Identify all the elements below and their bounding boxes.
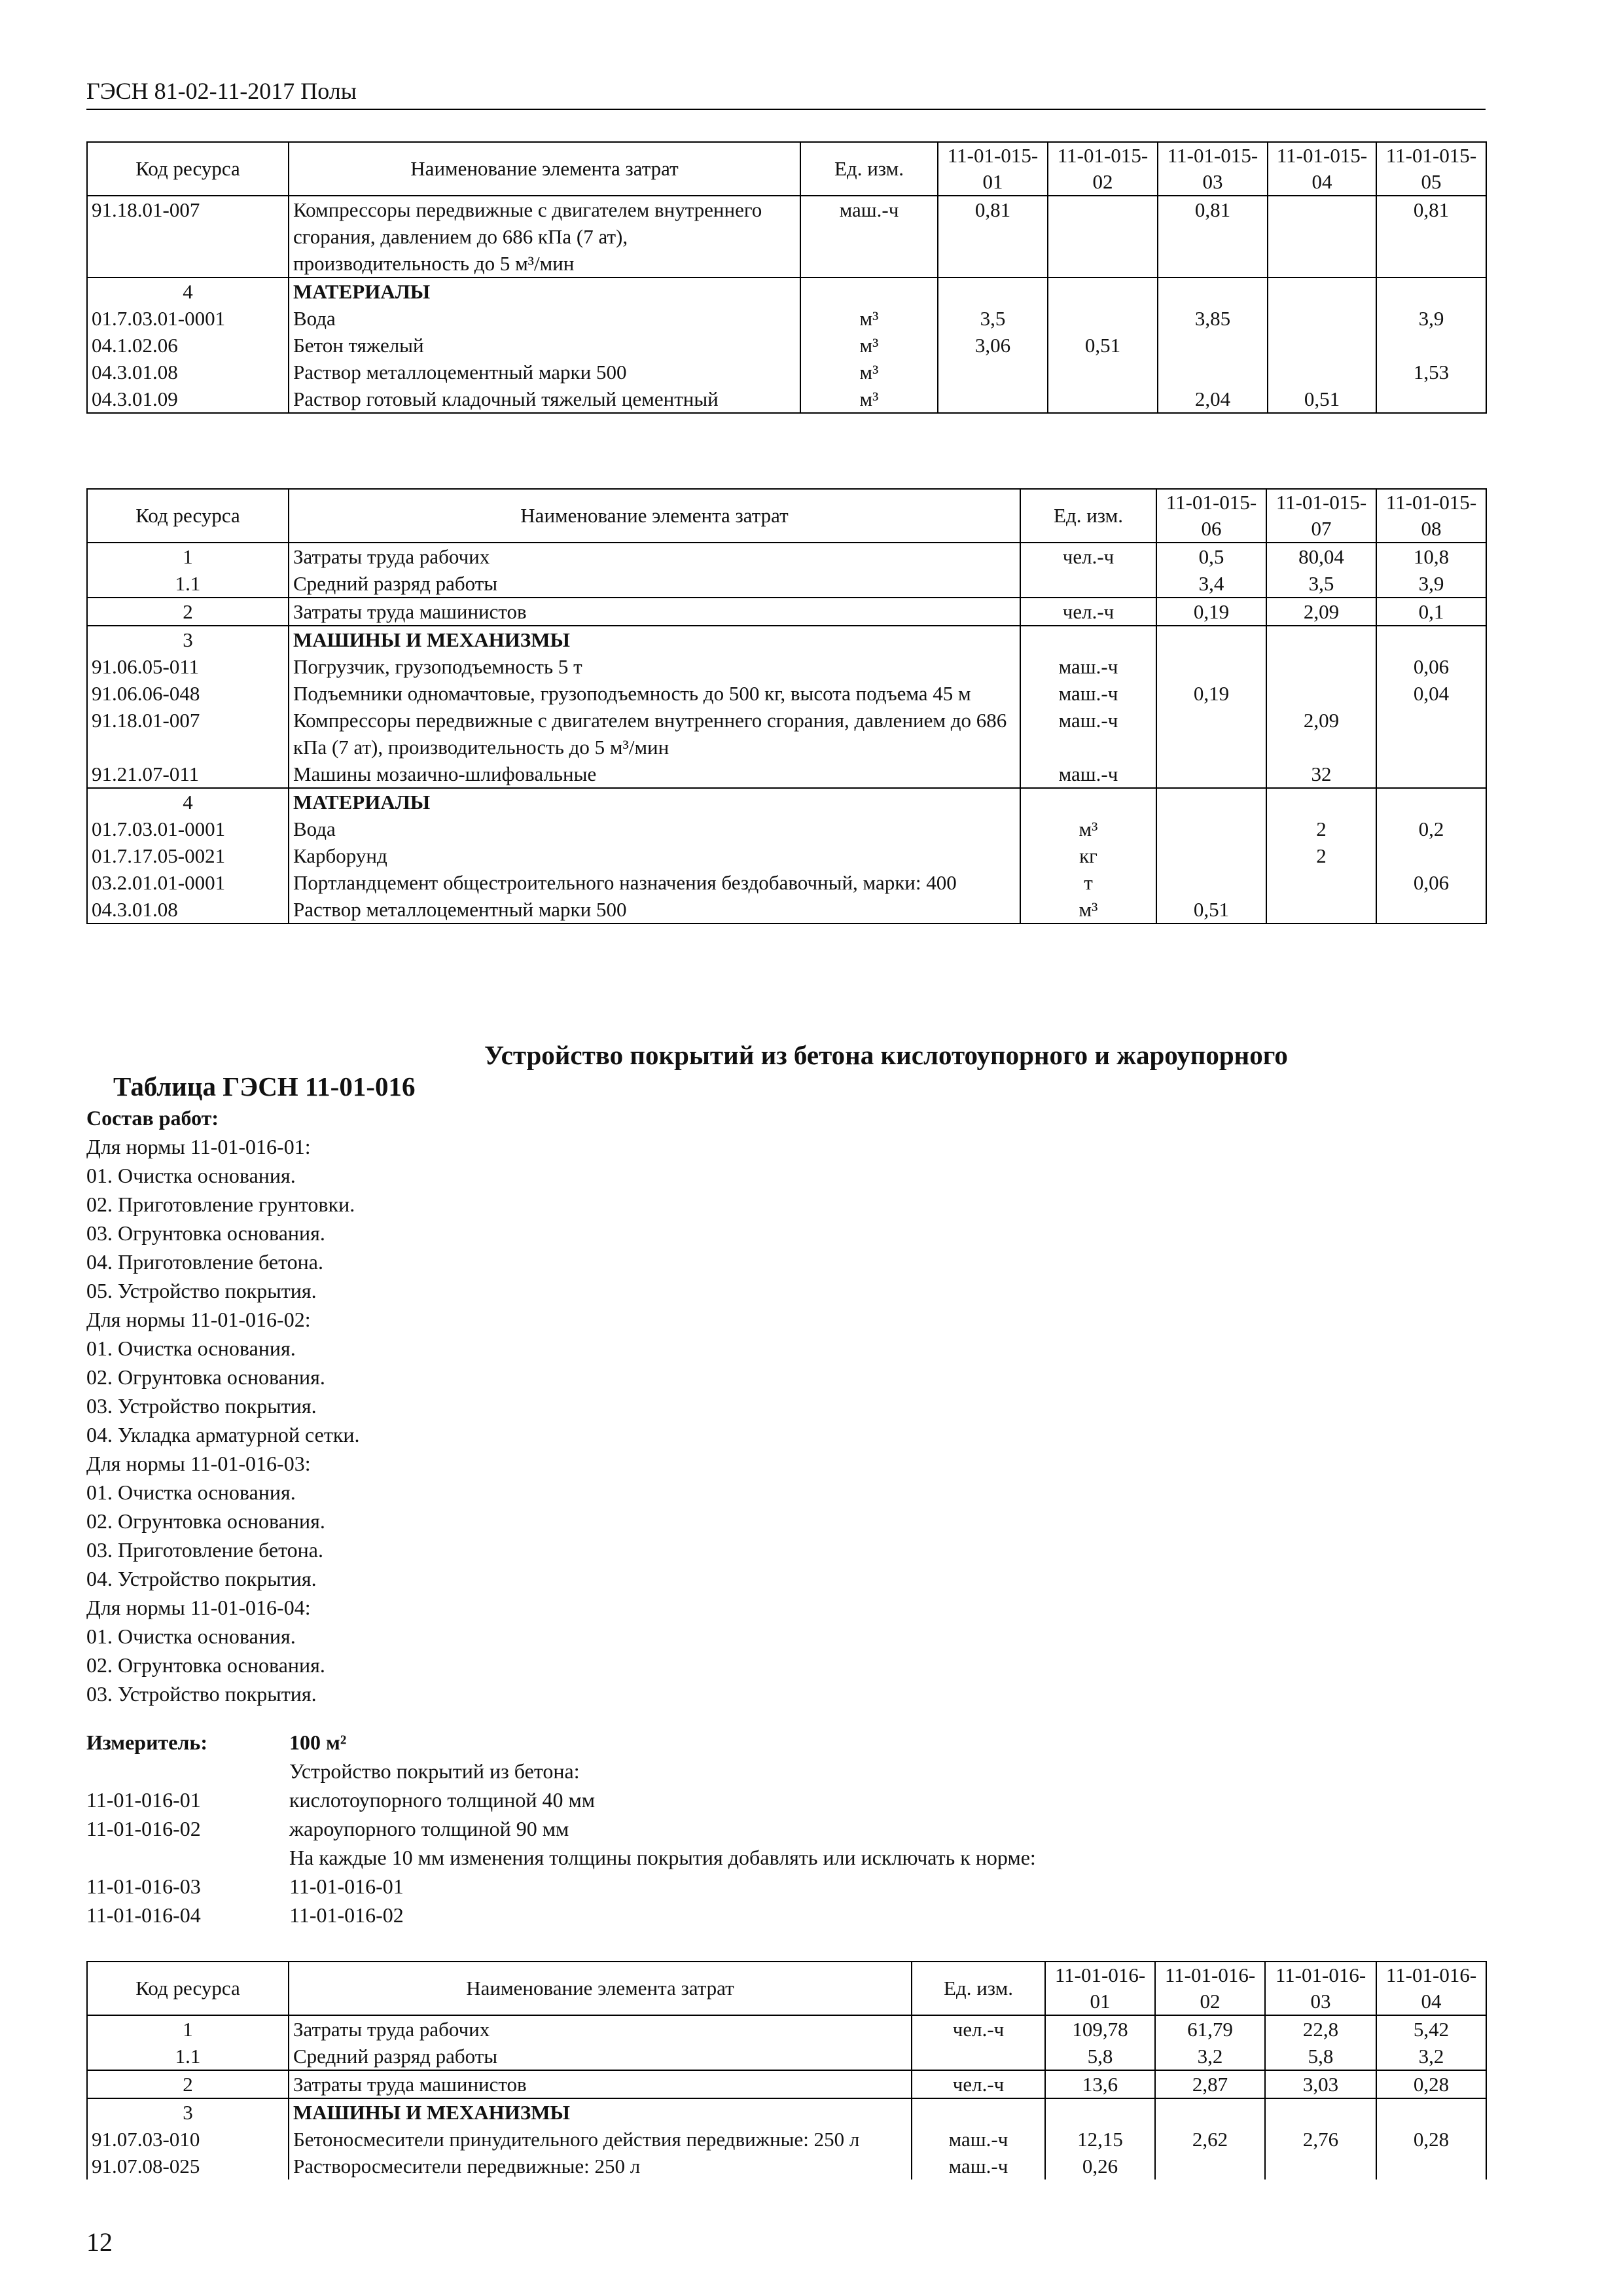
- cell-name: МАТЕРИАЛЫ: [289, 788, 1020, 816]
- cell-value: [1265, 2153, 1376, 2179]
- cell-value: 61,79: [1155, 2015, 1265, 2043]
- cell-value: [938, 386, 1048, 413]
- cell-value: [1376, 2153, 1486, 2179]
- cell-unit: маш.-ч: [912, 2126, 1045, 2153]
- cell-unit: м³: [800, 359, 938, 386]
- cell-unit: м³: [1020, 816, 1156, 842]
- cell-value: [1156, 869, 1266, 896]
- cell-value: 80,04: [1266, 543, 1376, 570]
- works-line: 03. Огрунтовка основания.: [86, 1221, 325, 1245]
- col-header: Ед. изм.: [912, 1962, 1045, 2015]
- cell-value: [938, 359, 1048, 386]
- cell-unit: маш.-ч: [1020, 653, 1156, 680]
- cell-name: Раствор металлоцементный марки 500: [289, 359, 800, 386]
- works-line: 01. Очистка основания.: [86, 1624, 296, 1648]
- cell-value: 0,06: [1376, 653, 1486, 680]
- cell-value: 0,5: [1156, 543, 1266, 570]
- cell-unit: т: [1020, 869, 1156, 896]
- cell-value: 0,1: [1376, 598, 1486, 626]
- cell-code: 3: [87, 626, 289, 653]
- cell-unit: чел.-ч: [912, 2015, 1045, 2043]
- col-header: Ед. изм.: [800, 142, 938, 196]
- col-header: 11-01-015-04: [1268, 142, 1376, 196]
- cell-value: 0,28: [1376, 2126, 1486, 2153]
- cell-code: 01.7.03.01-0001: [87, 816, 289, 842]
- cell-value: [1376, 761, 1486, 788]
- works-line: 01. Очистка основания.: [86, 1336, 296, 1360]
- cell-name: Бетоносмесители принудительного действия передвижные: 250 л: [289, 2126, 912, 2153]
- cell-value: [1266, 788, 1376, 816]
- works-line: 03. Устройство покрытия.: [86, 1682, 317, 1706]
- table-row: [87, 2070, 1486, 2098]
- cell-name: Растворосмесители передвижные: 250 л: [289, 2153, 912, 2179]
- section-title-name: Устройство покрытий из бетона кислотоупорного и жароупорного: [484, 1040, 1288, 1070]
- cell-code: 2: [87, 598, 289, 626]
- cell-code: 04.3.01.08: [87, 359, 289, 386]
- col-header: 11-01-015-01: [938, 142, 1048, 196]
- cell-name: Раствор металлоцементный марки 500: [289, 896, 1020, 924]
- cell-unit: маш.-ч: [1020, 761, 1156, 788]
- table-row: [87, 386, 1486, 413]
- cell-unit: м³: [800, 305, 938, 332]
- col-header: 11-01-016-04: [1376, 1962, 1486, 2015]
- col-header: 11-01-016-03: [1265, 1962, 1376, 2015]
- table-header: [87, 489, 1486, 543]
- cell-code: 01.7.17.05-0021: [87, 842, 289, 869]
- cell-value: [1156, 816, 1266, 842]
- cell-unit: м³: [800, 332, 938, 359]
- cell-name: МАТЕРИАЛЫ: [289, 278, 800, 305]
- cell-name: Портландцемент общестроительного назначения бездобавочный, марки: 400: [289, 869, 1020, 896]
- cell-value: [1376, 278, 1486, 305]
- table-016: [86, 1961, 1487, 2179]
- cell-value: 3,03: [1265, 2070, 1376, 2098]
- cell-value: 1,53: [1376, 359, 1486, 386]
- cell-value: [1156, 653, 1266, 680]
- table-row: [87, 2126, 1486, 2153]
- col-header: 11-01-015-06: [1156, 489, 1266, 543]
- table-row: [87, 816, 1486, 842]
- cell-value: 2: [1266, 816, 1376, 842]
- cell-code: 91.21.07-011: [87, 761, 289, 788]
- table-015-part1: [86, 141, 1487, 414]
- table-row: [87, 305, 1486, 332]
- col-header: 11-01-015-03: [1158, 142, 1268, 196]
- works-line: 03. Устройство покрытия.: [86, 1394, 317, 1418]
- section-title-label: Таблица ГЭСН 11-01-016: [113, 1071, 416, 1102]
- table-row: [87, 761, 1486, 788]
- cell-value: [1158, 359, 1268, 386]
- cell-code: 04.3.01.08: [87, 896, 289, 924]
- col-header: Код ресурса: [87, 489, 289, 543]
- cell-value: [1376, 332, 1486, 359]
- cell-value: 0,2: [1376, 816, 1486, 842]
- col-header: Код ресурса: [87, 142, 289, 196]
- cell-code: 91.07.03-010: [87, 2126, 289, 2153]
- cell-unit: чел.-ч: [1020, 543, 1156, 570]
- cell-unit: м³: [800, 386, 938, 413]
- measure-desc: кислотоупорного толщиной 40 мм: [289, 1788, 595, 1812]
- table-header: [87, 1962, 1486, 2015]
- cell-code: 4: [87, 788, 289, 816]
- cell-value: 0,81: [938, 196, 1048, 278]
- works-line: 02. Огрунтовка основания.: [86, 1509, 325, 1533]
- cell-name: Средний разряд работы: [289, 2043, 912, 2070]
- cell-value: [1268, 196, 1376, 278]
- works-line: Для нормы 11-01-016-03:: [86, 1452, 311, 1475]
- cell-value: [1158, 278, 1268, 305]
- table-row: [87, 707, 1486, 761]
- cell-code: 01.7.03.01-0001: [87, 305, 289, 332]
- col-header: Наименование элемента затрат: [289, 142, 800, 196]
- header-divider: [86, 109, 1486, 110]
- cell-code: 3: [87, 2098, 289, 2126]
- table-row: [87, 278, 1486, 305]
- works-line: 01. Очистка основания.: [86, 1164, 296, 1187]
- cell-value: 12,15: [1045, 2126, 1155, 2153]
- cell-value: [1155, 2153, 1265, 2179]
- cell-value: [1048, 278, 1158, 305]
- works-line: 05. Устройство покрытия.: [86, 1279, 317, 1302]
- measure-desc: На каждые 10 мм изменения толщины покрытия добавлять или исключать к норме:: [289, 1846, 1036, 1869]
- cell-value: 3,4: [1156, 570, 1266, 598]
- cell-value: [938, 278, 1048, 305]
- works-list: [86, 1103, 360, 1708]
- measure-code: 11-01-016-02: [86, 1817, 201, 1840]
- measure-desc: 11-01-016-02: [289, 1903, 404, 1927]
- col-header: Ед. изм.: [1020, 489, 1156, 543]
- cell-value: 0,19: [1156, 598, 1266, 626]
- table-row: [87, 626, 1486, 653]
- cell-value: [1045, 2098, 1155, 2126]
- table-row: [87, 653, 1486, 680]
- cell-unit: маш.-ч: [800, 196, 938, 278]
- cell-value: 2,76: [1265, 2126, 1376, 2153]
- cell-code: 91.18.01-007: [87, 707, 289, 761]
- cell-value: 3,85: [1158, 305, 1268, 332]
- table-015-part2: [86, 488, 1487, 924]
- cell-unit: [1020, 570, 1156, 598]
- cell-value: [1156, 842, 1266, 869]
- cell-code: 04.1.02.06: [87, 332, 289, 359]
- cell-value: [1048, 196, 1158, 278]
- col-header: Код ресурса: [87, 1962, 289, 2015]
- cell-value: [1376, 788, 1486, 816]
- cell-value: [1156, 707, 1266, 761]
- cell-value: 3,5: [938, 305, 1048, 332]
- cell-unit: [912, 2043, 1045, 2070]
- measure-code: 11-01-016-01: [86, 1788, 201, 1812]
- cell-value: 0,04: [1376, 680, 1486, 707]
- cell-unit: [800, 278, 938, 305]
- cell-value: 2,04: [1158, 386, 1268, 413]
- works-line: 02. Огрунтовка основания.: [86, 1653, 325, 1677]
- works-line: 04. Устройство покрытия.: [86, 1567, 317, 1590]
- cell-value: [1265, 2098, 1376, 2126]
- cell-unit: чел.-ч: [1020, 598, 1156, 626]
- col-header: 11-01-015-08: [1376, 489, 1486, 543]
- cell-code: 04.3.01.09: [87, 386, 289, 413]
- cell-code: 03.2.01.01-0001: [87, 869, 289, 896]
- cell-value: [1266, 869, 1376, 896]
- table-row: [87, 896, 1486, 924]
- cell-unit: [1020, 788, 1156, 816]
- cell-value: 2: [1266, 842, 1376, 869]
- measure-desc: Устройство покрытий из бетона:: [289, 1759, 580, 1783]
- measure-value: 100 м²: [289, 1731, 347, 1754]
- cell-code: 1.1: [87, 570, 289, 598]
- cell-value: 0,51: [1268, 386, 1376, 413]
- cell-unit: [1020, 626, 1156, 653]
- cell-value: [1268, 332, 1376, 359]
- cell-value: [1376, 386, 1486, 413]
- cell-name: Погрузчик, грузоподъемность 5 т: [289, 653, 1020, 680]
- cell-unit: маш.-ч: [1020, 707, 1156, 761]
- cell-value: 0,06: [1376, 869, 1486, 896]
- table-row: [87, 842, 1486, 869]
- cell-code: 91.06.05-011: [87, 653, 289, 680]
- cell-code: 1.1: [87, 2043, 289, 2070]
- col-header: 11-01-016-01: [1045, 1962, 1155, 2015]
- cell-value: 10,8: [1376, 543, 1486, 570]
- cell-value: [1266, 626, 1376, 653]
- cell-value: 13,6: [1045, 2070, 1155, 2098]
- cell-value: 0,81: [1376, 196, 1486, 278]
- measure-block: [86, 1728, 1395, 1929]
- col-header: Наименование элемента затрат: [289, 1962, 912, 2015]
- cell-value: 5,8: [1045, 2043, 1155, 2070]
- works-line: 03. Приготовление бетона.: [86, 1538, 323, 1562]
- cell-value: 3,2: [1376, 2043, 1486, 2070]
- cell-unit: маш.-ч: [912, 2153, 1045, 2179]
- cell-value: 3,9: [1376, 570, 1486, 598]
- cell-value: [1268, 305, 1376, 332]
- cell-code: 1: [87, 2015, 289, 2043]
- table-row: [87, 2153, 1486, 2179]
- cell-value: 2,09: [1266, 707, 1376, 761]
- cell-value: [1156, 626, 1266, 653]
- cell-value: [1266, 896, 1376, 924]
- table-row: [87, 2098, 1486, 2126]
- cell-code: 2: [87, 2070, 289, 2098]
- cell-value: [1376, 896, 1486, 924]
- table-row: [87, 196, 1486, 278]
- page-number: 12: [86, 2227, 113, 2257]
- works-line: 01. Очистка основания.: [86, 1480, 296, 1504]
- table-row: [87, 788, 1486, 816]
- cell-code: 91.06.06-048: [87, 680, 289, 707]
- cell-code: 4: [87, 278, 289, 305]
- cell-value: 0,28: [1376, 2070, 1486, 2098]
- cell-name: Вода: [289, 305, 800, 332]
- cell-value: [1048, 305, 1158, 332]
- cell-value: 3,9: [1376, 305, 1486, 332]
- cell-value: [1048, 386, 1158, 413]
- cell-unit: [912, 2098, 1045, 2126]
- measure-desc: 11-01-016-01: [289, 1874, 404, 1898]
- table-row: [87, 543, 1486, 570]
- cell-name: МАШИНЫ И МЕХАНИЗМЫ: [289, 626, 1020, 653]
- cell-value: 0,51: [1156, 896, 1266, 924]
- table-row: [87, 680, 1486, 707]
- measure-label: Измеритель:: [86, 1731, 207, 1754]
- works-line: 04. Укладка арматурной сетки.: [86, 1423, 360, 1446]
- works-heading: Состав работ:: [86, 1106, 219, 1130]
- cell-value: 32: [1266, 761, 1376, 788]
- cell-value: 0,26: [1045, 2153, 1155, 2179]
- cell-value: [1266, 680, 1376, 707]
- cell-unit: чел.-ч: [912, 2070, 1045, 2098]
- cell-value: [1048, 359, 1158, 386]
- col-header: 11-01-016-02: [1155, 1962, 1265, 2015]
- table-row: [87, 332, 1486, 359]
- cell-value: 2,09: [1266, 598, 1376, 626]
- cell-value: 5,8: [1265, 2043, 1376, 2070]
- cell-value: [1376, 842, 1486, 869]
- page-header: ГЭСН 81-02-11-2017 Полы: [86, 78, 357, 104]
- cell-name: Машины мозаично-шлифовальные: [289, 761, 1020, 788]
- table-row: [87, 570, 1486, 598]
- cell-value: [1376, 2098, 1486, 2126]
- cell-value: 3,06: [938, 332, 1048, 359]
- table-row: [87, 2043, 1486, 2070]
- measure-code: 11-01-016-03: [86, 1874, 201, 1898]
- cell-unit: м³: [1020, 896, 1156, 924]
- cell-value: [1268, 359, 1376, 386]
- cell-value: 2,62: [1155, 2126, 1265, 2153]
- cell-name: МАШИНЫ И МЕХАНИЗМЫ: [289, 2098, 912, 2126]
- works-line: 04. Приготовление бетона.: [86, 1250, 323, 1274]
- cell-value: [1158, 332, 1268, 359]
- cell-name: Затраты труда машинистов: [289, 2070, 912, 2098]
- cell-code: 91.18.01-007: [87, 196, 289, 278]
- cell-name: Компрессоры передвижные с двигателем внутреннего сгорания, давлением до 686 кПа (7 ат), производительность до 5 м³/мин: [289, 707, 1020, 761]
- measure-desc: жароупорного толщиной 90 мм: [289, 1817, 569, 1840]
- table-header: [87, 142, 1486, 196]
- cell-value: [1268, 278, 1376, 305]
- cell-value: 2,87: [1155, 2070, 1265, 2098]
- cell-value: 0,19: [1156, 680, 1266, 707]
- cell-name: Бетон тяжелый: [289, 332, 800, 359]
- cell-value: [1376, 707, 1486, 761]
- works-line: Для нормы 11-01-016-04:: [86, 1596, 311, 1619]
- table-row: [87, 2015, 1486, 2043]
- works-line: 02. Огрунтовка основания.: [86, 1365, 325, 1389]
- cell-name: Раствор готовый кладочный тяжелый цементный: [289, 386, 800, 413]
- cell-name: Карборунд: [289, 842, 1020, 869]
- cell-name: Подъемники одномачтовые, грузоподъемность до 500 кг, высота подъема 45 м: [289, 680, 1020, 707]
- table-row: [87, 869, 1486, 896]
- works-line: 02. Приготовление грунтовки.: [86, 1193, 355, 1216]
- cell-value: 3,2: [1155, 2043, 1265, 2070]
- cell-name: Затраты труда рабочих: [289, 543, 1020, 570]
- cell-value: 109,78: [1045, 2015, 1155, 2043]
- col-header: 11-01-015-05: [1376, 142, 1486, 196]
- cell-code: 91.07.08-025: [87, 2153, 289, 2179]
- cell-value: [1266, 653, 1376, 680]
- col-header: 11-01-015-02: [1048, 142, 1158, 196]
- cell-code: 1: [87, 543, 289, 570]
- cell-value: [1376, 626, 1486, 653]
- cell-value: 22,8: [1265, 2015, 1376, 2043]
- works-line: Для нормы 11-01-016-02:: [86, 1308, 311, 1331]
- cell-value: 5,42: [1376, 2015, 1486, 2043]
- table-row: [87, 359, 1486, 386]
- cell-value: 0,51: [1048, 332, 1158, 359]
- works-line: Для нормы 11-01-016-01:: [86, 1135, 311, 1158]
- cell-unit: маш.-ч: [1020, 680, 1156, 707]
- cell-name: Вода: [289, 816, 1020, 842]
- col-header: 11-01-015-07: [1266, 489, 1376, 543]
- cell-value: [1156, 788, 1266, 816]
- cell-value: [1156, 761, 1266, 788]
- cell-value: [1155, 2098, 1265, 2126]
- measure-code: 11-01-016-04: [86, 1903, 201, 1927]
- cell-name: Затраты труда рабочих: [289, 2015, 912, 2043]
- cell-unit: кг: [1020, 842, 1156, 869]
- cell-name: Затраты труда машинистов: [289, 598, 1020, 626]
- cell-name: Средний разряд работы: [289, 570, 1020, 598]
- cell-value: 0,81: [1158, 196, 1268, 278]
- cell-name: Компрессоры передвижные с двигателем внутреннего сгорания, давлением до 686 кПа (7 ат), производительность до 5 м³/мин: [289, 196, 800, 278]
- table-row: [87, 598, 1486, 626]
- col-header: Наименование элемента затрат: [289, 489, 1020, 543]
- cell-value: 3,5: [1266, 570, 1376, 598]
